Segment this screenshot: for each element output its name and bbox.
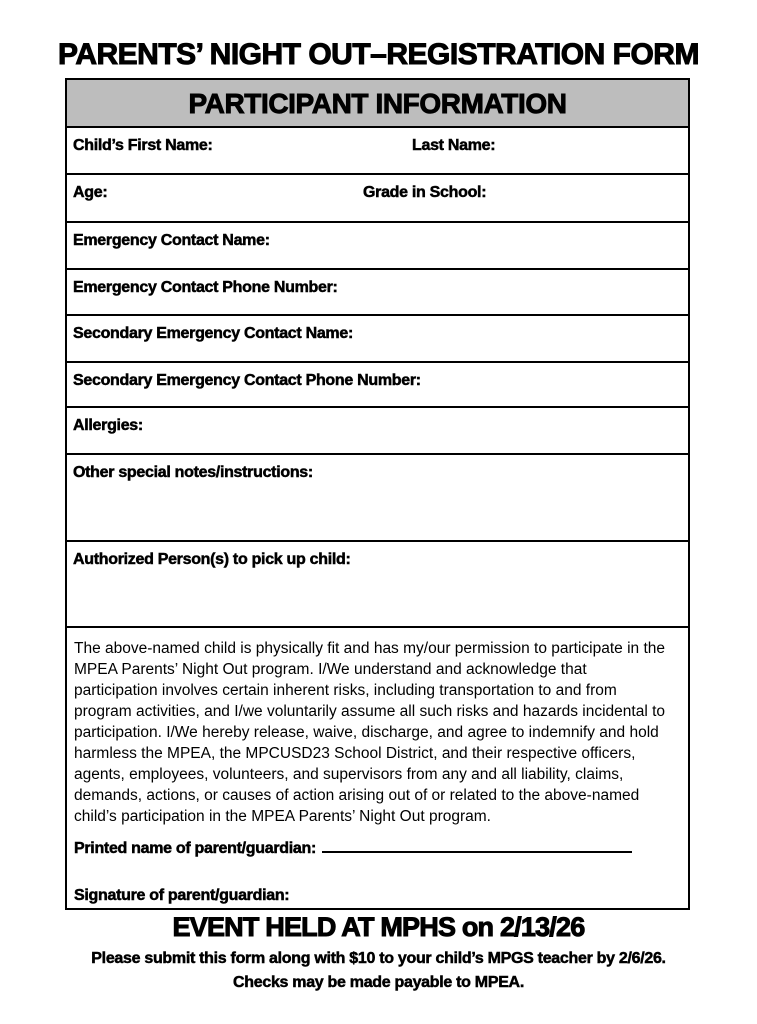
liability-release-section [67, 628, 688, 908]
form-row-special-notes [67, 455, 688, 542]
form-row-allergies [67, 408, 688, 455]
form-row-child-name [67, 128, 688, 175]
submit-instructions-line: Please submit this form along with $10 to your child’s MPGS teacher by 2/6/26. [91, 950, 666, 967]
printed-name-blank-line [322, 839, 632, 853]
field-label-emergency-contact-phone: Emergency Contact Phone Number: [73, 279, 338, 296]
signature-label: Signature of parent/guardian: [74, 887, 290, 904]
field-label-child-first-name: Child’s First Name: [73, 137, 213, 154]
section-header: PARTICIPANT INFORMATION [67, 80, 688, 128]
form-row-emergency-contact-phone [67, 270, 688, 316]
field-label-age: Age: [73, 184, 108, 201]
printed-name-label: Printed name of parent/guardian: [74, 840, 316, 857]
event-held-line: EVENT HELD AT MPHS on 2/13/26 [172, 912, 585, 942]
form-row-authorized-persons [67, 542, 688, 628]
form-row-secondary-emergency-contact-name [67, 316, 688, 363]
release-paragraph: The above-named child is physically fit and has my/our permission to participate in the MPEA Parents’ Night Out program. I/We understand and acknowledge that participation involves certain inherent risks, including transportation to and from program activities, and I/we voluntarily assume all such risks and hazards incidental to participation. I/We hereby release, waive, discharge, and agree to indemnify and hold harmless the MPEA, the MPCUSD23 School District, and their respective officers, agents, employees, volunteers, and supervisors from any and all liability, claims, demands, actions, or causes of action arising out of or related to the above-named child’s participation in the MPEA Parents’ Night Out program. [74, 640, 666, 825]
page-title: PARENTS’ NIGHT OUT–REGISTRATION FORM [58, 38, 699, 71]
form-row-age-grade [67, 175, 688, 223]
field-label-grade-in-school: Grade in School: [363, 184, 487, 201]
printed-name-row [74, 839, 672, 858]
field-label-last-name: Last Name: [412, 137, 496, 154]
field-label-secondary-emergency-contact-name: Secondary Emergency Contact Name: [73, 325, 353, 342]
field-label-secondary-emergency-contact-phone: Secondary Emergency Contact Phone Number: [73, 372, 421, 389]
form-row-emergency-contact-name [67, 223, 688, 270]
footer [0, 910, 757, 995]
field-label-special-notes: Other special notes/instructions: [73, 464, 313, 481]
field-label-authorized-persons: Authorized Person(s) to pick up child: [73, 551, 351, 568]
field-label-emergency-contact-name: Emergency Contact Name: [73, 232, 270, 249]
form-row-secondary-emergency-contact-phone [67, 363, 688, 408]
field-label-allergies: Allergies: [73, 417, 143, 434]
signature-row [74, 887, 672, 905]
checks-payable-line: Checks may be made payable to MPEA. [233, 974, 524, 991]
participant-information-table [65, 78, 690, 910]
